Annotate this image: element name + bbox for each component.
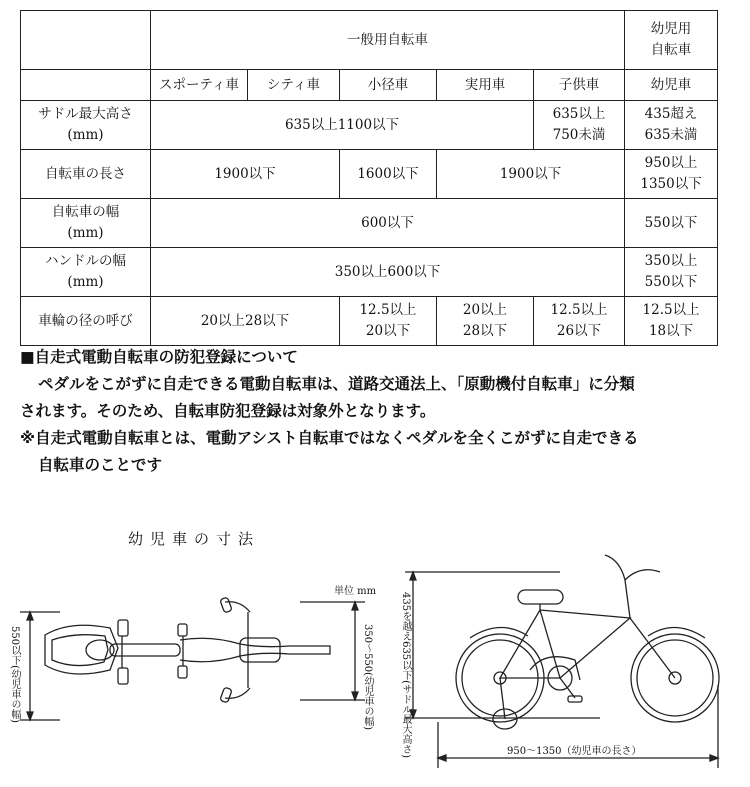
dimension-figure — [0, 520, 750, 787]
length-infant: 950以上 1350以下 — [625, 150, 718, 199]
col-small: 小径車 — [340, 70, 437, 101]
notes-paragraph-line1: ペダルをこがずに自走できる電動自転車は、道路交通法上、「原動機付自転車」に分類 — [38, 375, 635, 393]
top-view-handle-dimension — [300, 602, 365, 700]
notes-section — [20, 344, 730, 479]
table-row — [21, 150, 718, 199]
col-utility: 実用車 — [437, 70, 534, 101]
figure-title: 幼児車の寸法 — [128, 530, 261, 548]
bicycle-side-view — [456, 555, 719, 729]
row-label-saddle: サドル最大高さ (mm) — [21, 101, 151, 150]
wheel-infant: 12.5以上 18以下 — [625, 297, 718, 346]
wheel-sport-city: 20以上28以下 — [151, 297, 340, 346]
saddle-infant: 435超え 635未満 — [625, 101, 718, 150]
row-label-length: 自転車の長さ — [21, 150, 151, 199]
spec-table — [20, 10, 718, 346]
length-sport-city: 1900以下 — [151, 150, 340, 199]
col-city: シティ車 — [248, 70, 340, 101]
header-infant: 幼児用 自転車 — [625, 11, 718, 70]
top-view-width-dimension — [20, 612, 60, 720]
blank-cell — [21, 70, 151, 101]
notes-remark-line1: ※自走式電動自転車とは、電動アシスト自転車ではなくペダルを全くこがずに自走できる — [20, 429, 639, 447]
saddle-dimension-label: 435を越え635以下(サドル最大高さ) — [400, 592, 411, 758]
length-small: 1600以下 — [340, 150, 437, 199]
saddle-general: 635以上1100以下 — [151, 101, 534, 150]
corner-cell — [21, 11, 151, 70]
width-general: 600以下 — [151, 199, 625, 248]
notes-remark-line2: 自転車のことです — [38, 456, 163, 474]
length-utility-child: 1900以下 — [437, 150, 625, 199]
handle-general: 350以上600以下 — [151, 248, 625, 297]
wheel-small: 12.5以上 20以下 — [340, 297, 437, 346]
table-row — [21, 70, 718, 101]
row-label-width: 自転車の幅 (mm) — [21, 199, 151, 248]
width-dimension-label: 550以下(幼児車の幅) — [9, 626, 20, 723]
saddle-child: 635以上 750未満 — [534, 101, 625, 150]
wheel-child: 12.5以上 26以下 — [534, 297, 625, 346]
row-label-wheel: 車輪の径の呼び — [21, 297, 151, 346]
length-dimension-label: 950～1350（幼児車の長さ） — [507, 746, 642, 757]
table-row — [21, 101, 718, 150]
table-row — [21, 199, 718, 248]
header-general: 一般用自転車 — [151, 11, 625, 70]
table-row — [21, 11, 718, 70]
notes-heading: ■自走式電動自転車の防犯登録について — [20, 348, 298, 366]
col-sport: スポーティ車 — [151, 70, 248, 101]
wheel-utility: 20以上 28以下 — [437, 297, 534, 346]
table-row — [21, 297, 718, 346]
notes-paragraph-line2: されます。そのため、自転車防犯登録は対象外となります。 — [20, 402, 436, 420]
width-infant: 550以下 — [625, 199, 718, 248]
col-infant: 幼児車 — [625, 70, 718, 101]
handle-dimension-label: 350～550(幼児車の幅) — [362, 624, 373, 730]
col-child: 子供車 — [534, 70, 625, 101]
bicycle-top-view — [45, 597, 330, 703]
unit-label: 単位 mm — [334, 586, 377, 597]
table-row — [21, 248, 718, 297]
handle-infant: 350以上 550以下 — [625, 248, 718, 297]
row-label-handle: ハンドルの幅 (mm) — [21, 248, 151, 297]
